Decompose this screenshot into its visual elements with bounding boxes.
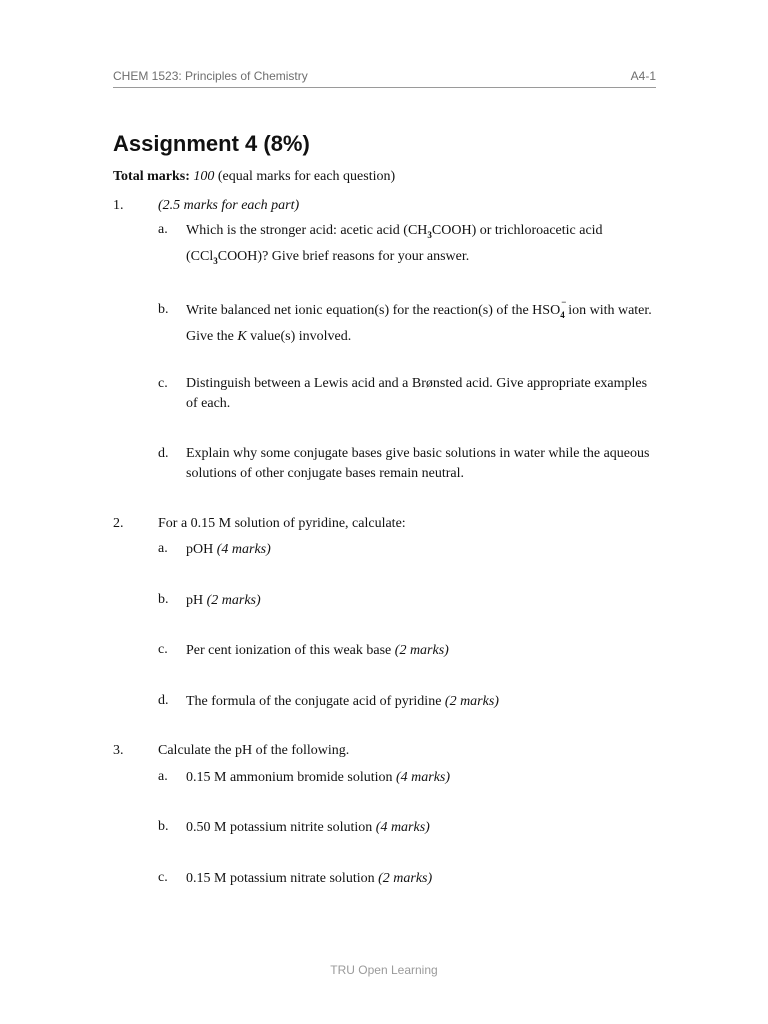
q3c-marks: (2 marks) [378, 871, 433, 886]
q1b-subscript: 4 [560, 310, 565, 320]
running-header [113, 69, 656, 88]
q1b-text-part3: value(s) involved. [246, 329, 352, 344]
total-marks-value: 100 [193, 169, 215, 184]
total-marks-label: Total marks: [113, 169, 190, 184]
q1a-subscript-1: 3 [427, 230, 432, 240]
q1b-text [186, 297, 658, 348]
q2a-text [186, 541, 656, 559]
course-title: CHEM 1523: Principles of Chemistry [113, 69, 308, 83]
question-2-number: 2. [113, 516, 124, 531]
q1a-subscript-2: 3 [213, 256, 218, 266]
total-marks-note: (equal marks for each question) [217, 169, 396, 184]
q1d-letter: d. [158, 446, 169, 461]
q2c-label: Per cent ionization of this weak base [186, 643, 395, 658]
q3a-marks: (4 marks) [396, 770, 451, 785]
q2a-label: pOH [186, 542, 217, 557]
q2a-letter: a. [158, 541, 168, 556]
q2c-marks: (2 marks) [394, 643, 449, 658]
page-id: A4-1 [630, 69, 656, 83]
q1b-text-part1: Write balanced net ionic equation(s) for the reaction(s) of the HSO [186, 303, 561, 318]
q1a-letter: a. [158, 222, 168, 237]
q3c-text [186, 870, 656, 888]
q1d-text: Explain why some conjugate bases give basic solutions in water while the aqueous solutions of other conjugate bases remain neutral. [186, 446, 650, 481]
question-1-marks: (2.5 marks for each part) [158, 198, 300, 213]
q2a-marks: (4 marks) [216, 542, 271, 557]
q3b-letter: b. [158, 819, 169, 834]
q1a-text-part3: COOH)? Give brief reasons for your answer. [217, 249, 470, 264]
q3c-letter: c. [158, 870, 168, 885]
q2b-label: pH [186, 593, 207, 608]
question-3-intro: Calculate the pH of the following. [158, 743, 350, 758]
q2b-letter: b. [158, 592, 169, 607]
q1b-k-symbol: K [237, 329, 247, 344]
q2b-text [186, 592, 656, 610]
assignment-title: Assignment 4 (8%) [113, 131, 310, 156]
q2d-letter: d. [158, 693, 169, 708]
q1a-text [186, 220, 661, 272]
q3a-letter: a. [158, 769, 168, 784]
q1a-text-part1: Which is the stronger acid: acetic acid (CH [186, 223, 428, 238]
q3b-label: 0.50 M potassium nitrite solution [186, 820, 376, 835]
q2b-marks: (2 marks) [206, 593, 261, 608]
q1b-letter: b. [158, 302, 169, 317]
q2c-letter: c. [158, 642, 168, 657]
question-3-number: 3. [113, 743, 124, 758]
question-1-intro [158, 198, 299, 214]
total-marks-line [113, 169, 395, 185]
q2c-text [186, 642, 656, 660]
q2d-marks: (2 marks) [444, 694, 499, 709]
hso4-charge [560, 297, 567, 326]
q1c-letter: c. [158, 376, 168, 391]
q3a-text [186, 769, 656, 787]
page-footer: TRU Open Learning [330, 963, 438, 977]
q1c-text: Distinguish between a Lewis acid and a Brønsted acid. Give appropriate examples of each. [186, 376, 648, 411]
q2d-label: The formula of the conjugate acid of pyridine [186, 694, 445, 709]
q3b-marks: (4 marks) [375, 820, 430, 835]
q3b-text [186, 819, 656, 837]
question-1-number: 1. [113, 198, 124, 213]
q1a-text-part2: COOH) or trichloroacetic acid (CCl [186, 223, 603, 264]
q3c-label: 0.15 M potassium nitrate solution [186, 871, 379, 886]
q2d-text [186, 693, 656, 711]
q1b-superscript: − [561, 297, 567, 307]
question-2-intro: For a 0.15 M solution of pyridine, calculate: [158, 516, 406, 531]
q1b-text-part2: ion with water. Give the [186, 303, 652, 344]
q3a-label: 0.15 M ammonium bromide solution [186, 770, 396, 785]
